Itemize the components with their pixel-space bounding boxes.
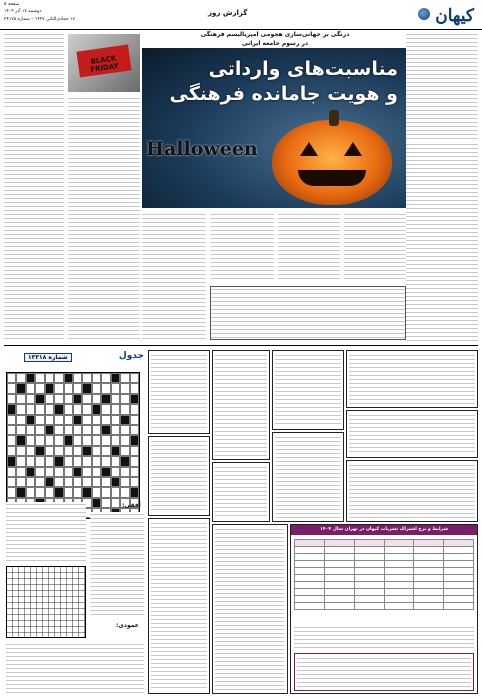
pumpkin-image (272, 120, 392, 205)
crossword-grid[interactable] (6, 372, 138, 498)
globe-icon (418, 8, 430, 20)
ad-box-9 (346, 350, 478, 408)
subscription-table (294, 539, 474, 621)
kicker-line-2: در رسوم جامعه ایرانی (241, 40, 309, 47)
body-column-2 (68, 96, 140, 342)
date-line: دوشنبه ۱۷ آذر ۱۴۰۴ (4, 9, 42, 14)
body-column-3 (142, 212, 206, 342)
headline-line-1: مناسبت‌های وارداتی (208, 58, 398, 80)
pumpkin-eye-left (300, 142, 318, 156)
body-column-1 (4, 112, 64, 342)
right-text-column (406, 32, 478, 140)
newspaper-logo: کیهان (435, 6, 474, 26)
small-solution-grid (6, 566, 86, 638)
subscription-form (294, 653, 474, 691)
body-column-6 (344, 212, 406, 282)
halloween-banner (142, 48, 406, 208)
pumpkin-mouth (298, 170, 366, 186)
body-column-5 (278, 212, 340, 282)
lead-box (210, 286, 406, 340)
pumpkin-stem (329, 110, 339, 126)
puzzle-title: جدول (118, 351, 144, 361)
ad-box-3 (148, 518, 210, 694)
kicker-line-1: درنگی بر جهانی‌سازی هجومی امپریالیسم فرهنگی (200, 31, 350, 38)
down-label: عمودی: (116, 622, 139, 629)
pumpkin-eye-right (344, 142, 362, 156)
puzzle-number: شماره ۱۳۳۱۸ (24, 353, 72, 362)
across-label: افقی: (122, 502, 141, 509)
ad-box-2 (148, 436, 210, 516)
crossword-cells[interactable] (6, 372, 140, 519)
body-column-right (406, 142, 478, 342)
left-top-text (4, 32, 64, 110)
subscription-panel (290, 524, 478, 694)
puzzle-clues-side (6, 502, 86, 562)
halloween-caption: Halloween (146, 138, 258, 160)
down-clues (6, 642, 144, 694)
ad-box-5 (212, 462, 270, 522)
headline-line-2: و هویت جامانده فرهنگی (169, 83, 398, 105)
ad-box-1 (148, 350, 210, 434)
masthead (0, 0, 482, 30)
ad-box-10 (346, 410, 478, 458)
ad-box-8 (272, 432, 344, 522)
ad-box-6 (212, 524, 288, 694)
section-divider (4, 345, 478, 346)
page-label: صفحه ۵ (4, 2, 20, 7)
body-column-4 (210, 212, 274, 282)
puzzle-header (4, 350, 146, 366)
issue-line: ۱۷ جمادی‌الثانی ۱۴۴۷ – شماره ۲۴۱۷۵ (4, 17, 75, 22)
black-friday-image (68, 34, 140, 92)
black-friday-label: BLACK FRIDAY (89, 54, 120, 74)
subscription-title: شرایط و نرخ اشتراک نشریات کیهان در تهران سال ۱۴۰۴ (291, 525, 477, 535)
ad-box-7 (272, 350, 344, 430)
across-clues (90, 512, 144, 618)
subscription-notes (294, 625, 474, 649)
ad-box-11 (346, 460, 478, 522)
section-title: گزارش روز (208, 9, 248, 17)
ad-box-4 (212, 350, 270, 460)
